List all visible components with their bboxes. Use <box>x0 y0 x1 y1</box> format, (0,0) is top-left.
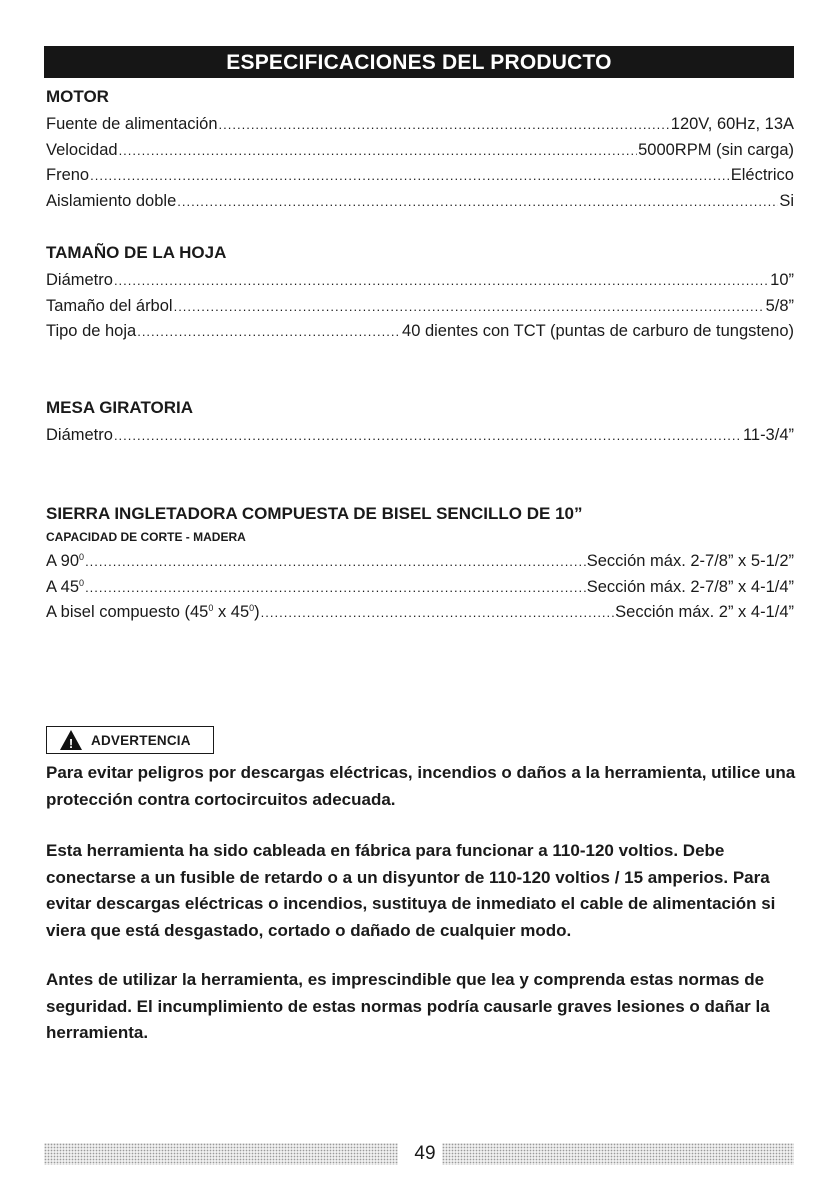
spec-value: 11-3/4” <box>742 426 794 444</box>
saw-heading: SIERRA INGLETADORA COMPUESTA DE BISEL SENCILLO DE 10” <box>46 504 583 523</box>
degree-mark: 0 <box>79 552 85 562</box>
blade-section <box>46 242 794 345</box>
saw-subheading: CAPACIDAD DE CORTE - MADERA <box>46 530 246 544</box>
spec-row <box>46 549 794 575</box>
spec-row <box>46 268 794 294</box>
spec-label: Tamaño del árbol <box>46 296 173 315</box>
dot-leader <box>119 138 638 164</box>
motor-section <box>46 86 794 214</box>
dot-leader <box>177 189 778 215</box>
turntable-heading: MESA GIRATORIA <box>46 398 194 417</box>
page-footer <box>44 1143 794 1165</box>
spec-row <box>46 112 794 138</box>
footer-pattern-left <box>44 1143 398 1165</box>
turntable-section <box>46 397 794 449</box>
label-text: A 90 <box>46 552 80 570</box>
dot-leader <box>261 600 615 626</box>
spec-value: 40 dientes con TCT (puntas de carburo de tungsteno) <box>402 322 794 340</box>
spec-label: Diámetro <box>46 426 113 444</box>
spec-row <box>46 138 794 164</box>
spec-label <box>46 549 84 574</box>
dot-leader <box>114 268 769 294</box>
spec-value: 5/8” <box>765 296 794 315</box>
dot-leader <box>90 163 730 189</box>
label-text: x 45 <box>213 603 250 621</box>
footer-pattern-right <box>442 1143 794 1165</box>
dot-leader <box>174 294 765 320</box>
warning-triangle-icon <box>59 729 83 751</box>
spec-value: 10” <box>770 271 794 289</box>
spec-row <box>46 163 794 189</box>
warning-paragraph: Antes de utilizar la herramienta, es imprescindible que lea y comprenda estas normas de seguridad. El incumplimiento de estas normas podría causarle graves lesiones o dañar la herramienta. <box>46 970 770 1042</box>
spec-row <box>46 600 794 626</box>
warning-glyph: ! <box>68 736 74 751</box>
spec-value: Sección máx. 2” x 4-1/4” <box>615 603 794 621</box>
dot-leader <box>114 423 742 449</box>
dot-leader <box>137 319 401 345</box>
spec-row <box>46 423 794 449</box>
spec-value: 5000RPM (sin carga) <box>638 140 794 159</box>
page-title: ESPECIFICACIONES DEL PRODUCTO <box>226 51 612 74</box>
motor-heading: MOTOR <box>46 87 109 106</box>
spec-label: Freno <box>46 166 90 184</box>
spec-value: Eléctrico <box>730 166 794 184</box>
spec-label: Fuente de alimentación <box>46 115 218 133</box>
spec-row <box>46 319 794 345</box>
label-text: A bisel compuesto (45 <box>46 603 209 621</box>
page-number: 49 <box>414 1143 436 1164</box>
saw-section <box>46 503 794 626</box>
spec-row <box>46 575 794 601</box>
spec-label: Aislamiento doble <box>46 191 177 210</box>
blade-heading: TAMAÑO DE LA HOJA <box>46 243 227 262</box>
dot-leader <box>85 575 586 601</box>
warning-label: ADVERTENCIA <box>91 732 191 748</box>
spec-label: Diámetro <box>46 271 113 289</box>
dot-leader <box>219 112 670 138</box>
warning-badge <box>46 726 214 754</box>
spec-row <box>46 294 794 320</box>
spec-value: Sección máx. 2-7/8” x 4-1/4” <box>586 577 794 596</box>
spec-label: Tipo de hoja <box>46 322 137 340</box>
spec-label <box>46 600 260 625</box>
degree-mark: 0 <box>79 577 85 588</box>
spec-row <box>46 189 794 215</box>
degree-mark: 0 <box>249 603 255 613</box>
page-title-banner <box>44 46 794 78</box>
spec-value: 120V, 60Hz, 13A <box>670 115 794 133</box>
warning-paragraph: Esta herramienta ha sido cableada en fábrica para funcionar a 110-120 voltios. Debe conectarse a un fusible de retardo o a un disyuntor de 110-120 voltios / 15 amperios. Para evitar descargas eléctricas o incendios, sustituya de inmediato el cable de alimentación si viera que está desgastado, cortado o dañado de cualquier modo. <box>46 841 776 940</box>
spec-value: Si <box>779 191 794 210</box>
spec-label: Velocidad <box>46 140 118 159</box>
degree-mark: 0 <box>208 603 214 613</box>
warning-paragraph: Para evitar peligros por descargas eléctricas, incendios o daños a la herramienta, utilice una protección contra cortocircuitos adecuada. <box>46 763 796 809</box>
label-text: ) <box>254 603 260 621</box>
spec-label <box>46 575 84 600</box>
spec-value: Sección máx. 2-7/8” x 5-1/2” <box>586 552 794 570</box>
dot-leader <box>85 549 586 575</box>
label-text: A 45 <box>46 577 80 596</box>
